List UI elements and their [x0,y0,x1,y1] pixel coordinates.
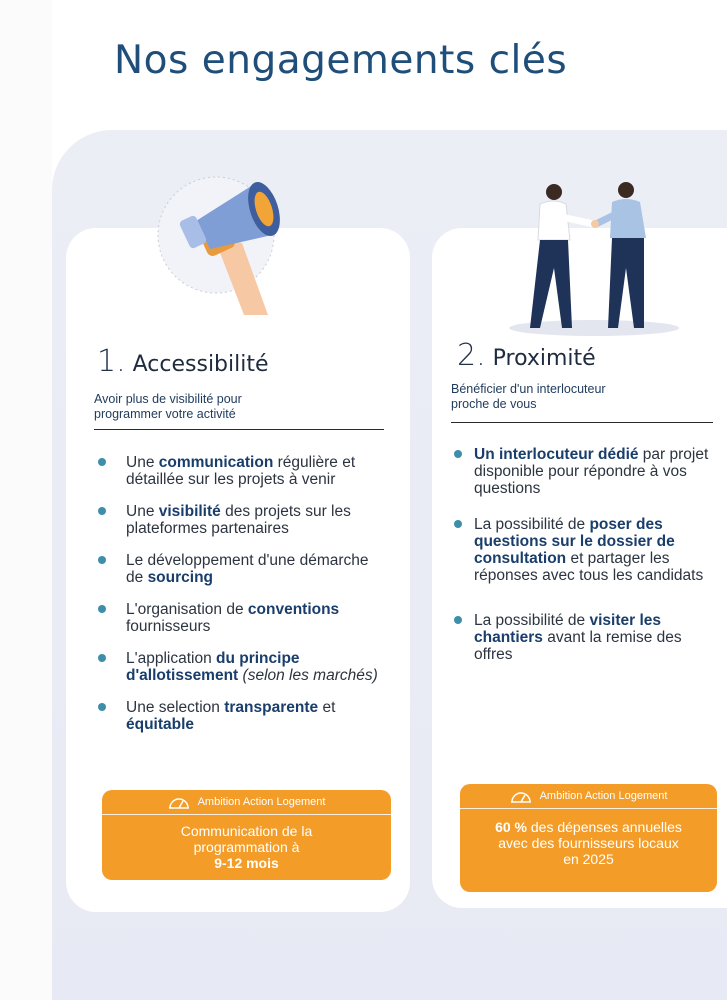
bullet-icon [454,520,462,528]
page-margin [0,0,52,1000]
divider [451,422,713,423]
card-title-accessibilite: 1. Accessibilité [97,344,269,379]
card-title-proximite: 2. Proximité [457,338,596,373]
divider [94,429,384,430]
gauge-icon [168,795,190,809]
card-number: 2. [457,338,486,373]
page-title: Nos engagements clés [114,38,568,83]
bullet-icon [98,556,106,564]
list-item: La possibilité de visiter les chantiers avant la remise des offres [452,612,714,663]
list-item: L'application du principe d'allotissement (selon les marchés) [96,650,386,684]
ambition-text: 60 % des dépenses annuelles avec des fournisseurs locaux en 2025 [495,819,682,867]
bullet-icon [98,703,106,711]
list-item: La possibilité de poser des questions sur le dossier de consultation et partager les réponses avec tous les candidats [452,516,714,584]
megaphone-icon [144,165,284,325]
list-item: L'organisation de conventions fournisseurs [96,601,386,635]
ambition-label: Ambition Action Logement [197,796,326,808]
list-item: Une communication régulière et détaillée sur les projets à venir [96,454,386,488]
list-item: Le développement d'une démarche de sourcing [96,552,386,586]
card-number: 1. [97,344,126,379]
bullet-icon [98,458,106,466]
gauge-icon [510,789,532,803]
commitment-list [452,446,714,663]
list-item: Un interlocuteur dédié par projet disponible pour répondre à vos questions [452,446,714,497]
ambition-text: Communication de la programmation à 9-12 mois [180,823,313,871]
bullet-icon [98,654,106,662]
ambition-box [460,784,717,892]
handshake-icon [504,178,684,338]
bullet-icon [454,450,462,458]
bullet-icon [98,507,106,515]
list-item: Une visibilité des projets sur les plateformes partenaires [96,503,386,537]
card-subtitle: Avoir plus de visibilité pour programmer votre activité [94,392,242,421]
list-item: Une selection transparente et équitable [96,699,386,733]
ambition-label: Ambition Action Logement [539,790,668,802]
bullet-icon [454,616,462,624]
bullet-icon [98,605,106,613]
card-subtitle: Bénéficier d'un interlocuteur proche de vous [451,382,606,411]
ambition-box [102,790,391,880]
commitment-list [96,454,386,733]
document-page [52,0,727,1000]
